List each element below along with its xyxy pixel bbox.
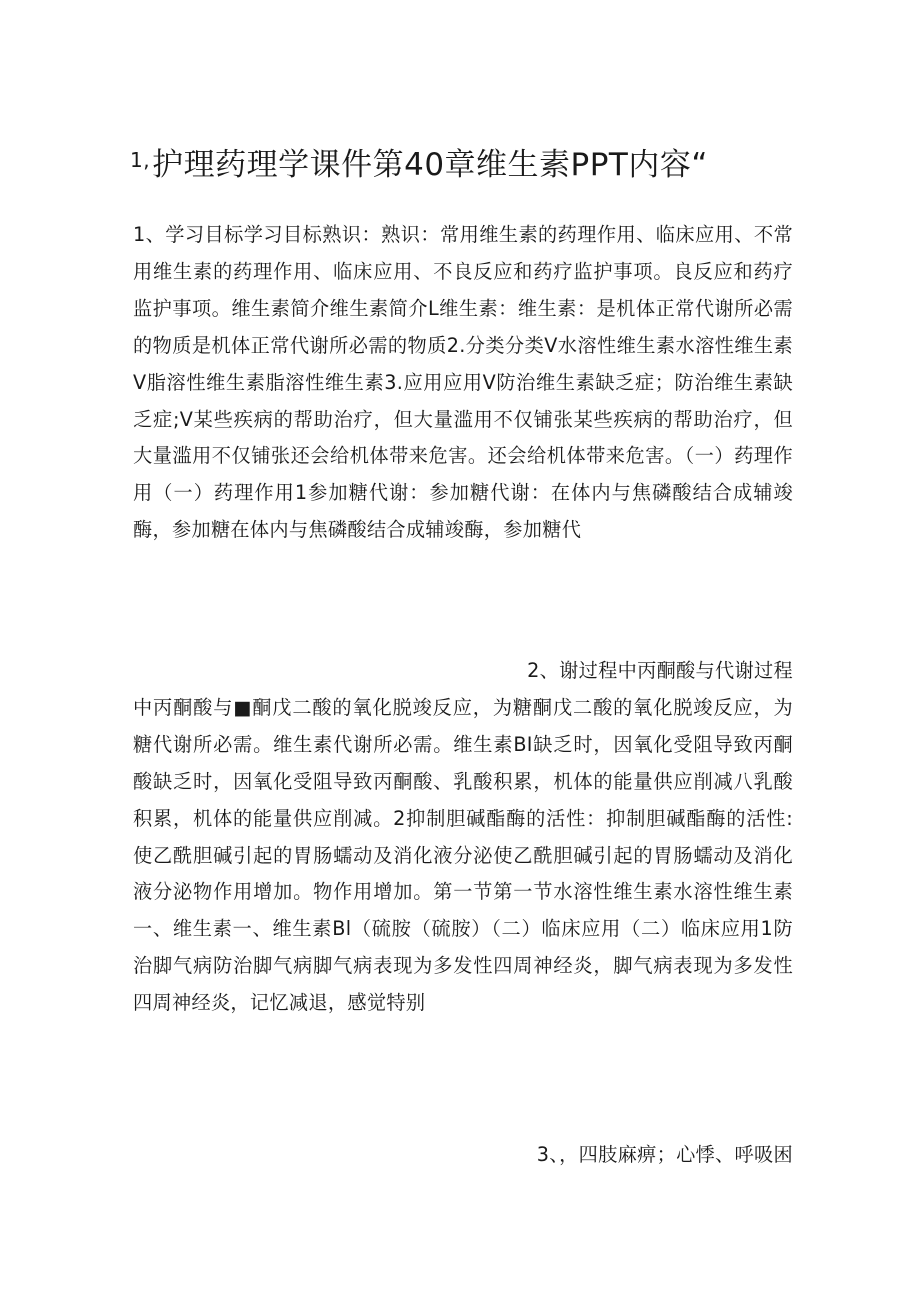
- paragraph-3: [133, 1137, 793, 1174]
- paragraph-3-lead: 3、，四肢麻痹；心悸、呼吸困: [536, 1143, 793, 1166]
- title-text: 护理药理学课件第40章维生素PPT内容“: [152, 147, 708, 183]
- document-title: [130, 138, 810, 187]
- paragraph-2-lead: 2、谢过程中丙酮酸与代谢过程: [527, 659, 793, 682]
- paragraph-2: [133, 653, 793, 1022]
- paragraph-1-text: 1、学习目标学习目标熟识：熟识：常用维生素的药理作用、临床应用、不常用维生素的药理作用、临床应用、不良反应和药疗监护事项。良反应和药疗监护事项。维生素简介维生素简介L维生素：维生素：是机体正常代谢所必需的物质是机体正常代谢所必需的物质2.分类分类V水溶性维生素水溶性维生素V脂溶性维生素脂溶性维生素3.应用应用V防治维生素缺乏症；防治维生素缺乏症;V某些疾病的帮助治疗，但大量滥用不仅铺张某些疾病的帮助治疗，但大量滥用不仅铺张还会给机体带来危害。还会给机体带来危害。（一）药理作用（一）药理作用1参加糖代谢：参加糖代谢：在体内与焦磷酸结合成辅竣酶，参加糖在体内与焦磷酸结合成辅竣酶，参加糖代: [133, 223, 793, 542]
- paragraph-1: [133, 217, 793, 549]
- paragraph-2-text: 中丙酮酸与■酮戊二酸的氧化脱竣反应，为糖酮戊二酸的氧化脱竣反应，为糖代谢所必需。维生素代谢所必需。维生素BI缺乏时，因氧化受阻导致丙酮酸缺乏时，因氧化受阻导致丙酮酸、乳酸积累，机体的能量供应削减八乳酸积累，机体的能量供应削减。2抑制胆碱酯酶的活性：抑制胆碱酯酶的活性:使乙酰胆碱引起的胃肠蠕动及消化液分泌使乙酰胆碱引起的胃肠蠕动及消化液分泌物作用增加。物作用增加。第一节第一节水溶性维生素水溶性维生素一、维生素一、维生素Bl（硫胺（硫胺）（二）临床应用（二）临床应用1防治脚气病防治脚气病脚气病表现为多发性四周神经炎，脚气病表现为多发性四周神经炎，记忆减退，感觉特别: [133, 695, 793, 1015]
- title-prefix: 1,: [130, 148, 151, 172]
